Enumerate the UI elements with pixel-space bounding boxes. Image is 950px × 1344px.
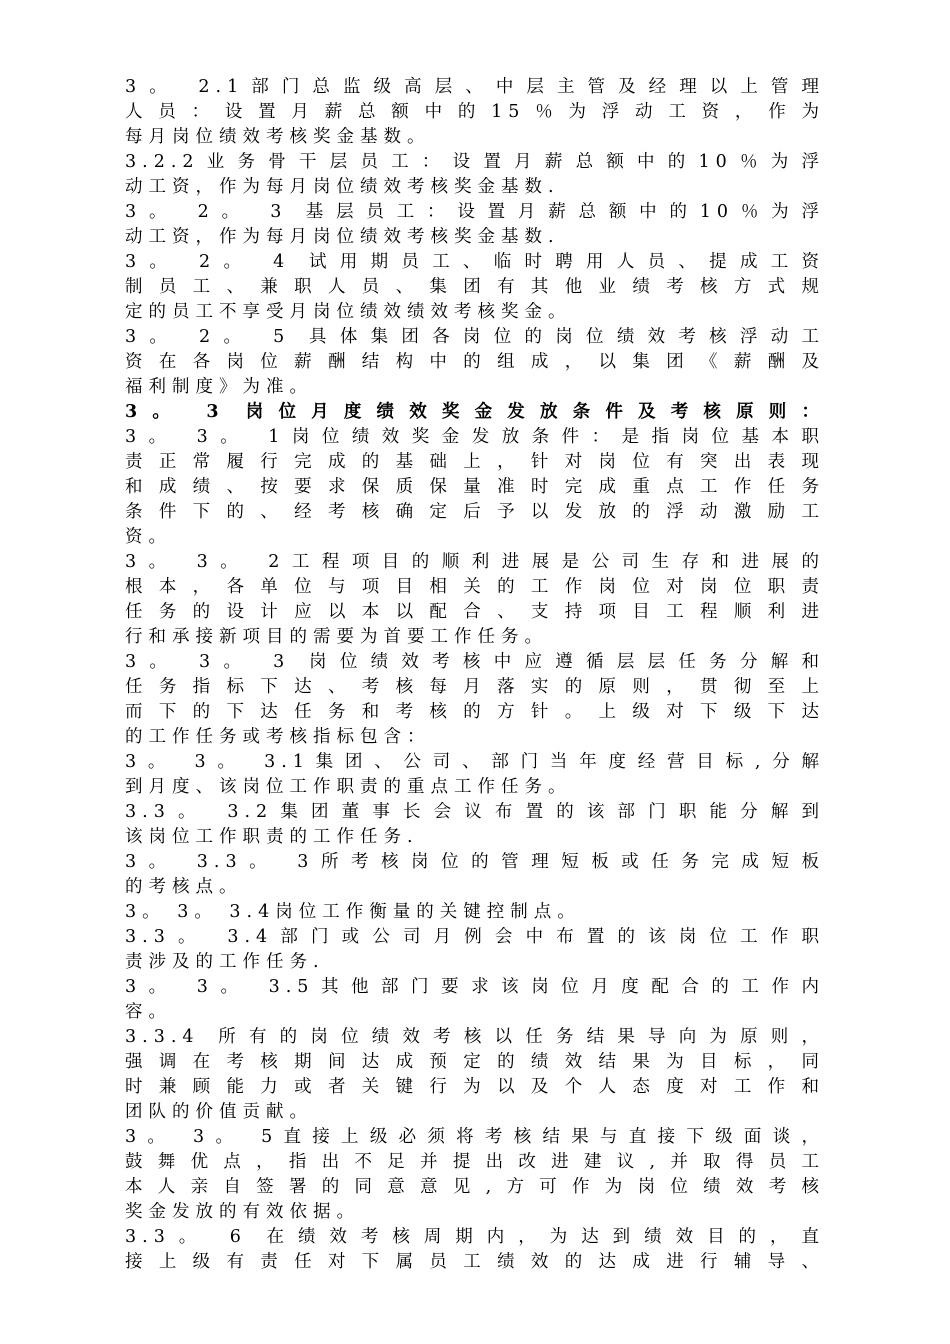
text-line: 责正常履行完成的基础上，针对岗位有突出表现	[125, 452, 825, 472]
text-line: 3。 3。 5直接上级必须将考核结果与直接下级面谈，	[125, 1127, 825, 1147]
document-body	[125, 75, 825, 1275]
text-line: 定的员工不享受月岗位绩效绩效考核奖金。	[125, 302, 572, 322]
text-line: 3.3.4 所有的岗位绩效考核以任务结果导向为原则，	[125, 1027, 825, 1047]
text-line: 3.3。 3.2集团董事长会议布置的该部门职能分解到	[125, 802, 825, 822]
text-line: 制员工、兼职人员、集团有其他业绩考核方式规	[125, 277, 825, 297]
text-line: 3.3。 3.4部门或公司月例会中布置的该岗位工作职	[125, 927, 825, 947]
text-line: 3。 3。 3.4岗位工作衡量的关键控制点。	[125, 902, 581, 922]
text-line: 接上级有责任对下属员工绩效的达成进行辅导、	[125, 1252, 825, 1272]
text-line: 容。	[125, 1002, 172, 1022]
text-line: 3。 2.1部门总监级高层、中层主管及经理以上管理	[125, 77, 825, 97]
text-line: 强调在考核期间达成预定的绩效结果为目标，同	[125, 1052, 825, 1072]
text-line: 任务指标下达、考核每月落实的原则，贯彻至上	[125, 677, 825, 697]
text-line: 的工作任务或考核指标包含：	[125, 727, 431, 747]
text-line: 3。 3。 3.5其他部门要求该岗位月度配合的工作内	[125, 977, 825, 997]
text-line: 3。 3。 3 岗位绩效考核中应遵循层层任务分解和	[125, 652, 825, 672]
section-heading: 3。 3 岗位月度绩效奖金发放条件及考核原则：	[125, 402, 825, 422]
text-line: 根本，各单位与项目相关的工作岗位对岗位职责	[125, 577, 825, 597]
text-line: 而下的下达任务和考核的方针。上级对下级下达	[125, 702, 825, 722]
text-line: 3。 2。 3 基层员工：设置月薪总额中的10％为浮	[125, 202, 825, 222]
text-line: 资。	[125, 527, 172, 547]
text-line: 资在各岗位薪酬结构中的组成，以集团《薪酬及	[125, 352, 825, 372]
text-line: 3.3。 6 在绩效考核周期内，为达到绩效目的，直	[125, 1227, 825, 1247]
text-line: 该岗位工作职责的工作任务.	[125, 827, 419, 847]
text-line: 3。 2。 5 具体集团各岗位的岗位绩效考核浮动工	[125, 327, 825, 347]
text-line: 3。 2。 4 试用期员工、临时聘用人员、提成工资	[125, 252, 825, 272]
text-line: 到月度、该岗位工作职责的重点工作任务。	[125, 777, 572, 797]
text-line: 行和承接新项目的需要为首要工作任务。	[125, 627, 548, 647]
text-line: 时兼顾能力或者关键行为以及个人态度对工作和	[125, 1077, 825, 1097]
text-line: 人员：设置月薪总额中的15％为浮动工资，作为	[125, 102, 825, 122]
text-line: 条件下的、经考核确定后予以发放的浮动激励工	[125, 502, 825, 522]
text-line: 任务的设计应以本以配合、支持项目工程顺利进	[125, 602, 825, 622]
text-line: 3.2.2业务骨干层员工：设置月薪总额中的10％为浮	[125, 152, 825, 172]
text-line: 3。 3。 3.1集团、公司、部门当年度经营目标,分解	[125, 752, 825, 772]
text-line: 责涉及的工作任务.	[125, 952, 325, 972]
text-line: 本人亲自签署的同意意见,方可作为岗位绩效考核	[125, 1177, 825, 1197]
text-line: 鼓舞优点，指出不足并提出改进建议,并取得员工	[125, 1152, 825, 1172]
text-line: 3。 3。 2工程项目的顺利进展是公司生存和进展的	[125, 552, 825, 572]
text-line: 的考核点。	[125, 877, 243, 897]
text-line: 动工资，作为每月岗位绩效考核奖金基数.	[125, 177, 560, 197]
text-line: 奖金发放的有效依据。	[125, 1202, 360, 1222]
text-line: 团队的价值贡献。	[125, 1102, 313, 1122]
text-line: 和成绩、按要求保质保量准时完成重点工作任务	[125, 477, 825, 497]
text-line: 3。 3。 1岗位绩效奖金发放条件：是指岗位基本职	[125, 427, 825, 447]
text-line: 福利制度》为准。	[125, 377, 313, 397]
text-line: 每月岗位绩效考核奖金基数。	[125, 127, 431, 147]
text-line: 3。 3.3。 3所考核岗位的管理短板或任务完成短板	[125, 852, 825, 872]
text-line: 动工资，作为每月岗位绩效考核奖金基数.	[125, 227, 560, 247]
